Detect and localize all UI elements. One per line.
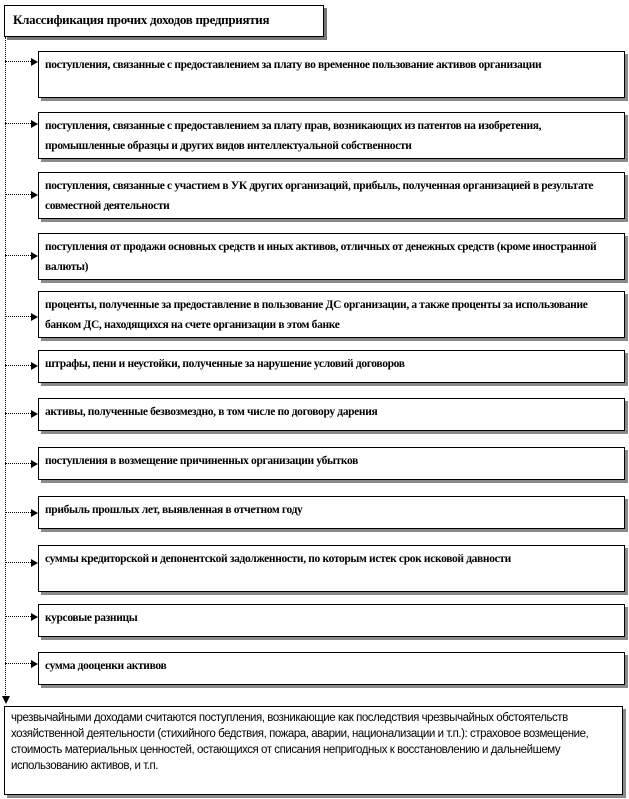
arrow-down-icon [2, 696, 10, 704]
income-item-1: поступления, связанные с предоставлением за плату во временное пользование активов организации [38, 51, 625, 98]
branch-arrow-10 [5, 562, 33, 563]
branch-arrow-8 [5, 463, 33, 464]
connector-trunk-line [5, 37, 6, 697]
branch-arrow-4 [5, 255, 33, 256]
branch-arrow-3 [5, 194, 33, 195]
income-item-4: поступления от продажи основных средств и иных активов, отличных от денежных средств (кроме иностранной валюты) [38, 233, 625, 280]
income-item-2: поступления, связанные с предоставлением за плату прав, возникающих из патентов на изобретения, промышленные образцы и других видов интеллектуальной собственности [38, 112, 625, 159]
diagram-title-box [4, 5, 324, 37]
income-item-9: прибыль прошлых лет, выявленная в отчетном году [38, 496, 625, 529]
income-item-5: проценты, полученные за предоставление в пользование ДС организации, а также проценты за использование банком ДС, находящихся на счете организации в этом банке [38, 291, 625, 338]
income-item-10: суммы кредиторской и депонентской задолженности, по которым истек срок исковой давности [38, 545, 625, 592]
branch-arrow-7 [5, 413, 33, 414]
branch-arrow-6 [5, 365, 33, 366]
income-item-6: штрафы, пени и неустойки, полученные за нарушение условий договоров [38, 350, 625, 383]
branch-arrow-9 [5, 512, 33, 513]
income-item-3: поступления, связанные с участием в УК других организаций, прибыль, полученная организацией в результате совместной деятельности [38, 172, 625, 219]
income-item-11: курсовые разницы [38, 604, 625, 637]
income-item-8: поступления в возмещение причиненных организации убытков [38, 447, 625, 480]
income-item-7: активы, полученные безвозмездно, в том числе по договору дарения [38, 398, 625, 431]
branch-arrow-5 [5, 316, 33, 317]
branch-arrow-1 [5, 61, 33, 62]
income-item-12: сумма дооценки активов [38, 652, 625, 685]
branch-arrow-2 [5, 123, 33, 124]
extraordinary-income-note: чрезвычайными доходами считаются поступления, возникающие как последствия чрезвычайных обстоятельств хозяйственной деятельности (стихийного бедствия, пожара, аварии, национализации и т.п.): страховое возмещение, стоимость материальных ценностей, остающихся от списания непригодных к восстановлению и дальнейшему использованию активов, и т.п. [4, 706, 623, 795]
diagram-title: Классификация прочих доходов предприятия [13, 12, 270, 27]
branch-arrow-12 [5, 663, 33, 664]
branch-arrow-11 [5, 616, 33, 617]
